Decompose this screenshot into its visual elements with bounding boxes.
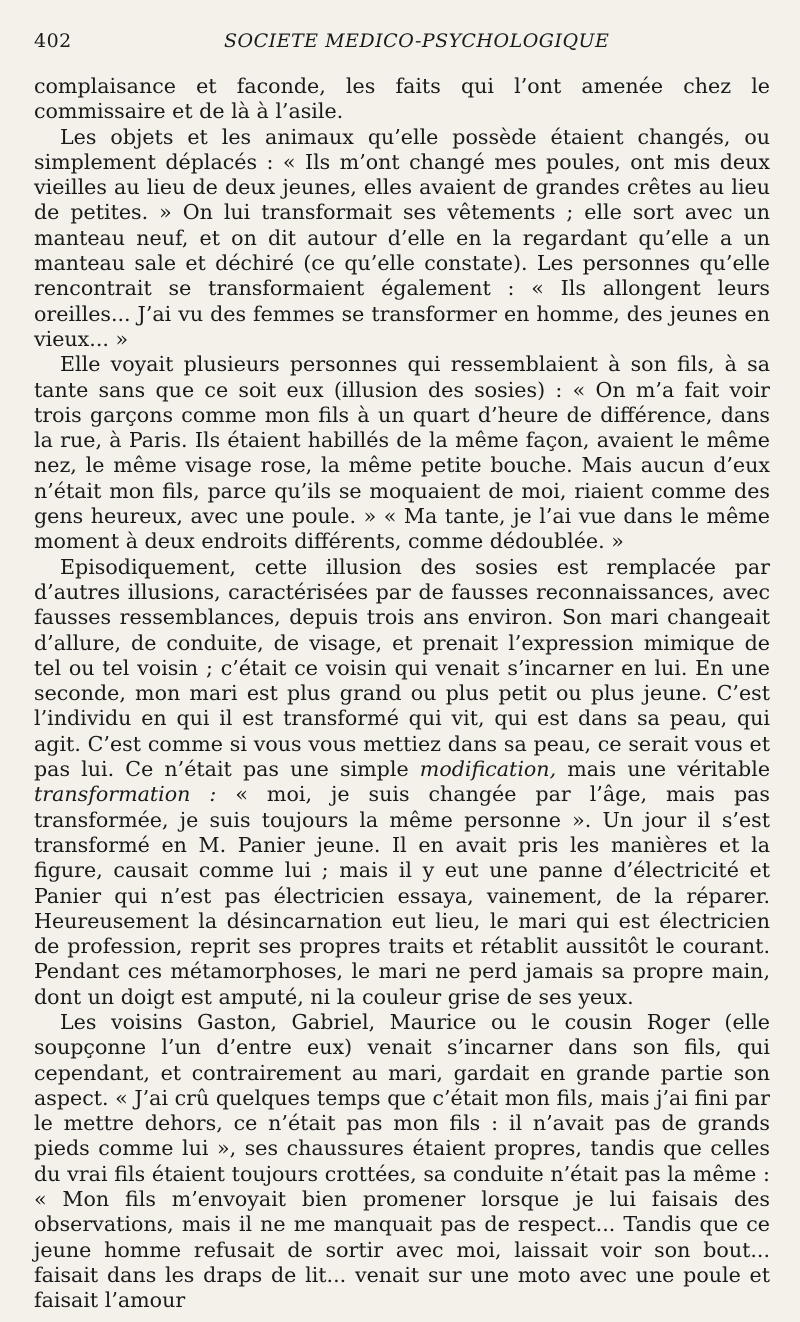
paragraph-text: « moi, je suis changée par l’âge, mais pas transformée, je suis toujours la même personne ». Un jour il s’est transformé en M. Panier jeune. Il en avait pris les manières et la figure, causait comme lui ; mais il y eut une panne d’électricité et Panier qui n’est pas électricien essaya, vainement, de la réparer. Heureusement la désincarnation eut lieu, le mari qui est électricien de profession, reprit ses propres traits et rétablit aussitôt le courant. Pendant ces métamorphoses, le mari ne perd jamais sa propre main, dont un doigt est amputé, ni la couleur grise de ses yeux. (34, 782, 770, 1009)
body-text (34, 74, 770, 1314)
paragraph-text: complaisance et faconde, les faits qui l’ont amenée chez le commissaire et de là à l’asile. (34, 74, 770, 124)
paragraph (34, 352, 770, 554)
paragraph-text: Episodiquement, cette illusion des sosies est remplacée par d’autres illusions, caractérisées par de fausses reconnaissances, avec fausses ressemblances, depuis trois ans environ. Son mari changeait d’allure, de conduite, de visage, et prenait l’expression mimique de tel ou tel voisin ; c’était ce voisin qui venait s’incarner en lui. En une seconde, mon mari est plus grand ou plus petit ou plus jeune. C’est l’individu en qui il est transformé qui vit, qui est dans sa peau, qui agit. C’est comme si vous vous mettiez dans sa peau, ce serait vous et pas lui. Ce n’était pas une simple (34, 554, 770, 782)
paragraph (34, 555, 770, 1010)
paragraph-text: mais une véritable (556, 757, 771, 782)
running-head (34, 30, 770, 64)
italic-text: modification, (419, 757, 557, 782)
journal-title: SOCIETE MEDICO-PSYCHOLOGIQUE (224, 30, 610, 52)
paragraph (34, 74, 770, 125)
paragraph (34, 125, 770, 353)
paragraph-text: Les objets et les animaux qu’elle possède étaient changés, ou simplement déplacés : « Ils m’ont changé mes poules, ont mis deux vieilles au lieu de deux jeunes, elles avaient de grandes crêtes au lieu de petites. » On lui transformait ses vêtements ; elle sort avec un manteau neuf, et on dit autour d’elle en la regardant qu’elle a un manteau sale et déchiré (ce qu’elle constate). Les personnes qu’elle rencontrait se transformaient également : « Ils allongent leurs oreilles... J’ai vu des femmes se transformer en homme, des jeunes en vieux... » (34, 124, 770, 351)
paragraph-text: Elle voyait plusieurs personnes qui ressemblaient à son fils, à sa tante sans que ce soit eux (illusion des sosies) : « On m’a fait voir trois garçons comme mon fils à un quart d’heure de différence, dans la rue, à Paris. Ils étaient habillés de la même façon, avaient le même nez, le même visage rose, la même petite bouche. Mais aucun d’eux n’était mon fils, parce qu’ils se moquaient de moi, riaient comme des gens heureux, avec une poule. » « Ma tante, je l’ai vue dans le même moment à deux endroits différents, comme dédoublée. » (34, 352, 770, 554)
italic-text: transformation : (34, 782, 217, 807)
page-number: 402 (34, 30, 72, 52)
paragraph-text: Les voisins Gaston, Gabriel, Maurice ou le cousin Roger (elle soupçonne l’un d’entre eux) venait s’incarner dans son fils, qui cependant, et contrairement au mari, gardait en grande partie son aspect. « J’ai crû quelques temps que c’était mon fils, mais j’ai fini par le mettre dehors, ce n’était pas mon fils : il n’avait pas de grands pieds comme lui », ses chaussures étaient propres, tandis que celles du vrai fils étaient toujours crottées, sa conduite n’était pas la même : « Mon fils m’envoyait bien promener lorsque je lui faisais des observations, mais il ne me manquait pas de respect... Tandis que ce jeune homme refusait de sortir avec moi, laissait voir son bout... faisait dans les draps de lit... venait sur une moto avec une poule et faisait l’amour (34, 1009, 770, 1313)
paragraph (34, 1010, 770, 1314)
